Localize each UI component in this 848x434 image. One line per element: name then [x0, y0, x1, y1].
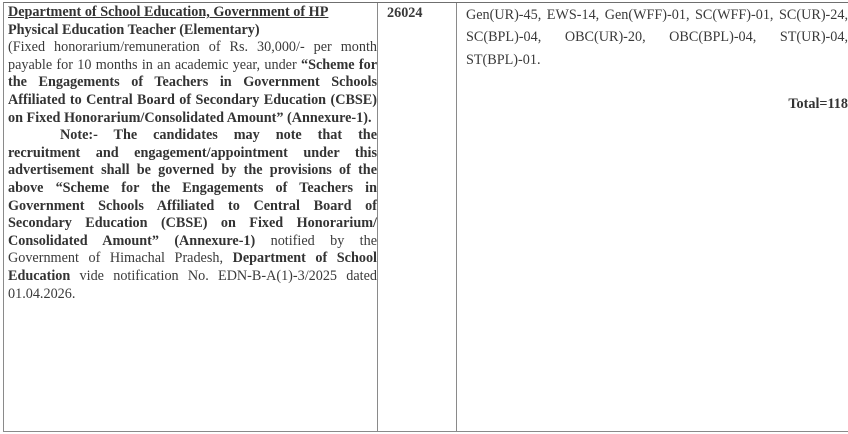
remuneration-text: (Fixed honorarium/remuneration of Rs. 30,000/- per month payable for 10 months in an academic year, under: [8, 39, 377, 73]
note-notified-text: notified by the Government of Himachal Pradesh,: [8, 232, 377, 267]
vacancy-cell: [457, 3, 848, 431]
scheme-name: “Scheme for the Engagements of Teachers in Government Schools Affiliated to Central Board of Secondary Education (CBSE) on Fixed Honorarium/Consolidated Amount” (Annexure-1).: [8, 56, 377, 126]
post-code: 26024: [387, 5, 423, 21]
vacancy-breakdown: Gen(UR)-45, EWS-14, Gen(WFF)-01, SC(WFF)-01, SC(UR)-24, SC(BPL)-04, OBC(UR)-20, OBC(BPL)-04, ST(UR)-04, ST(BPL)-01.: [466, 7, 848, 68]
post-description-cell: [4, 3, 378, 431]
post-code-cell: [378, 3, 457, 431]
post-remuneration-description: [8, 39, 377, 127]
note-department: Department of School Education: [8, 250, 377, 284]
note-bold-text: Note:- The candidates may note that the recruitment and engagement/appointment under this advertisement shall be governed by the provisions of the above “Scheme for the Engagements of Teachers in Government Schools Affiliated to Central Board of Secondary Education (CBSE) on Fixed Honorarium/ Consolidated Amount” (Annexure-1): [8, 127, 377, 249]
department-heading: Department of School Education, Government of HP: [8, 4, 329, 20]
recruitment-table: [3, 2, 848, 432]
post-title: Physical Education Teacher (Elementary): [8, 21, 260, 38]
vacancy-total: Total=118: [788, 96, 848, 113]
note-paragraph: [8, 127, 377, 303]
note-notification-text: vide notification No. EDN-B-A(1)-3/2025 dated 01.04.2026.: [8, 267, 377, 302]
